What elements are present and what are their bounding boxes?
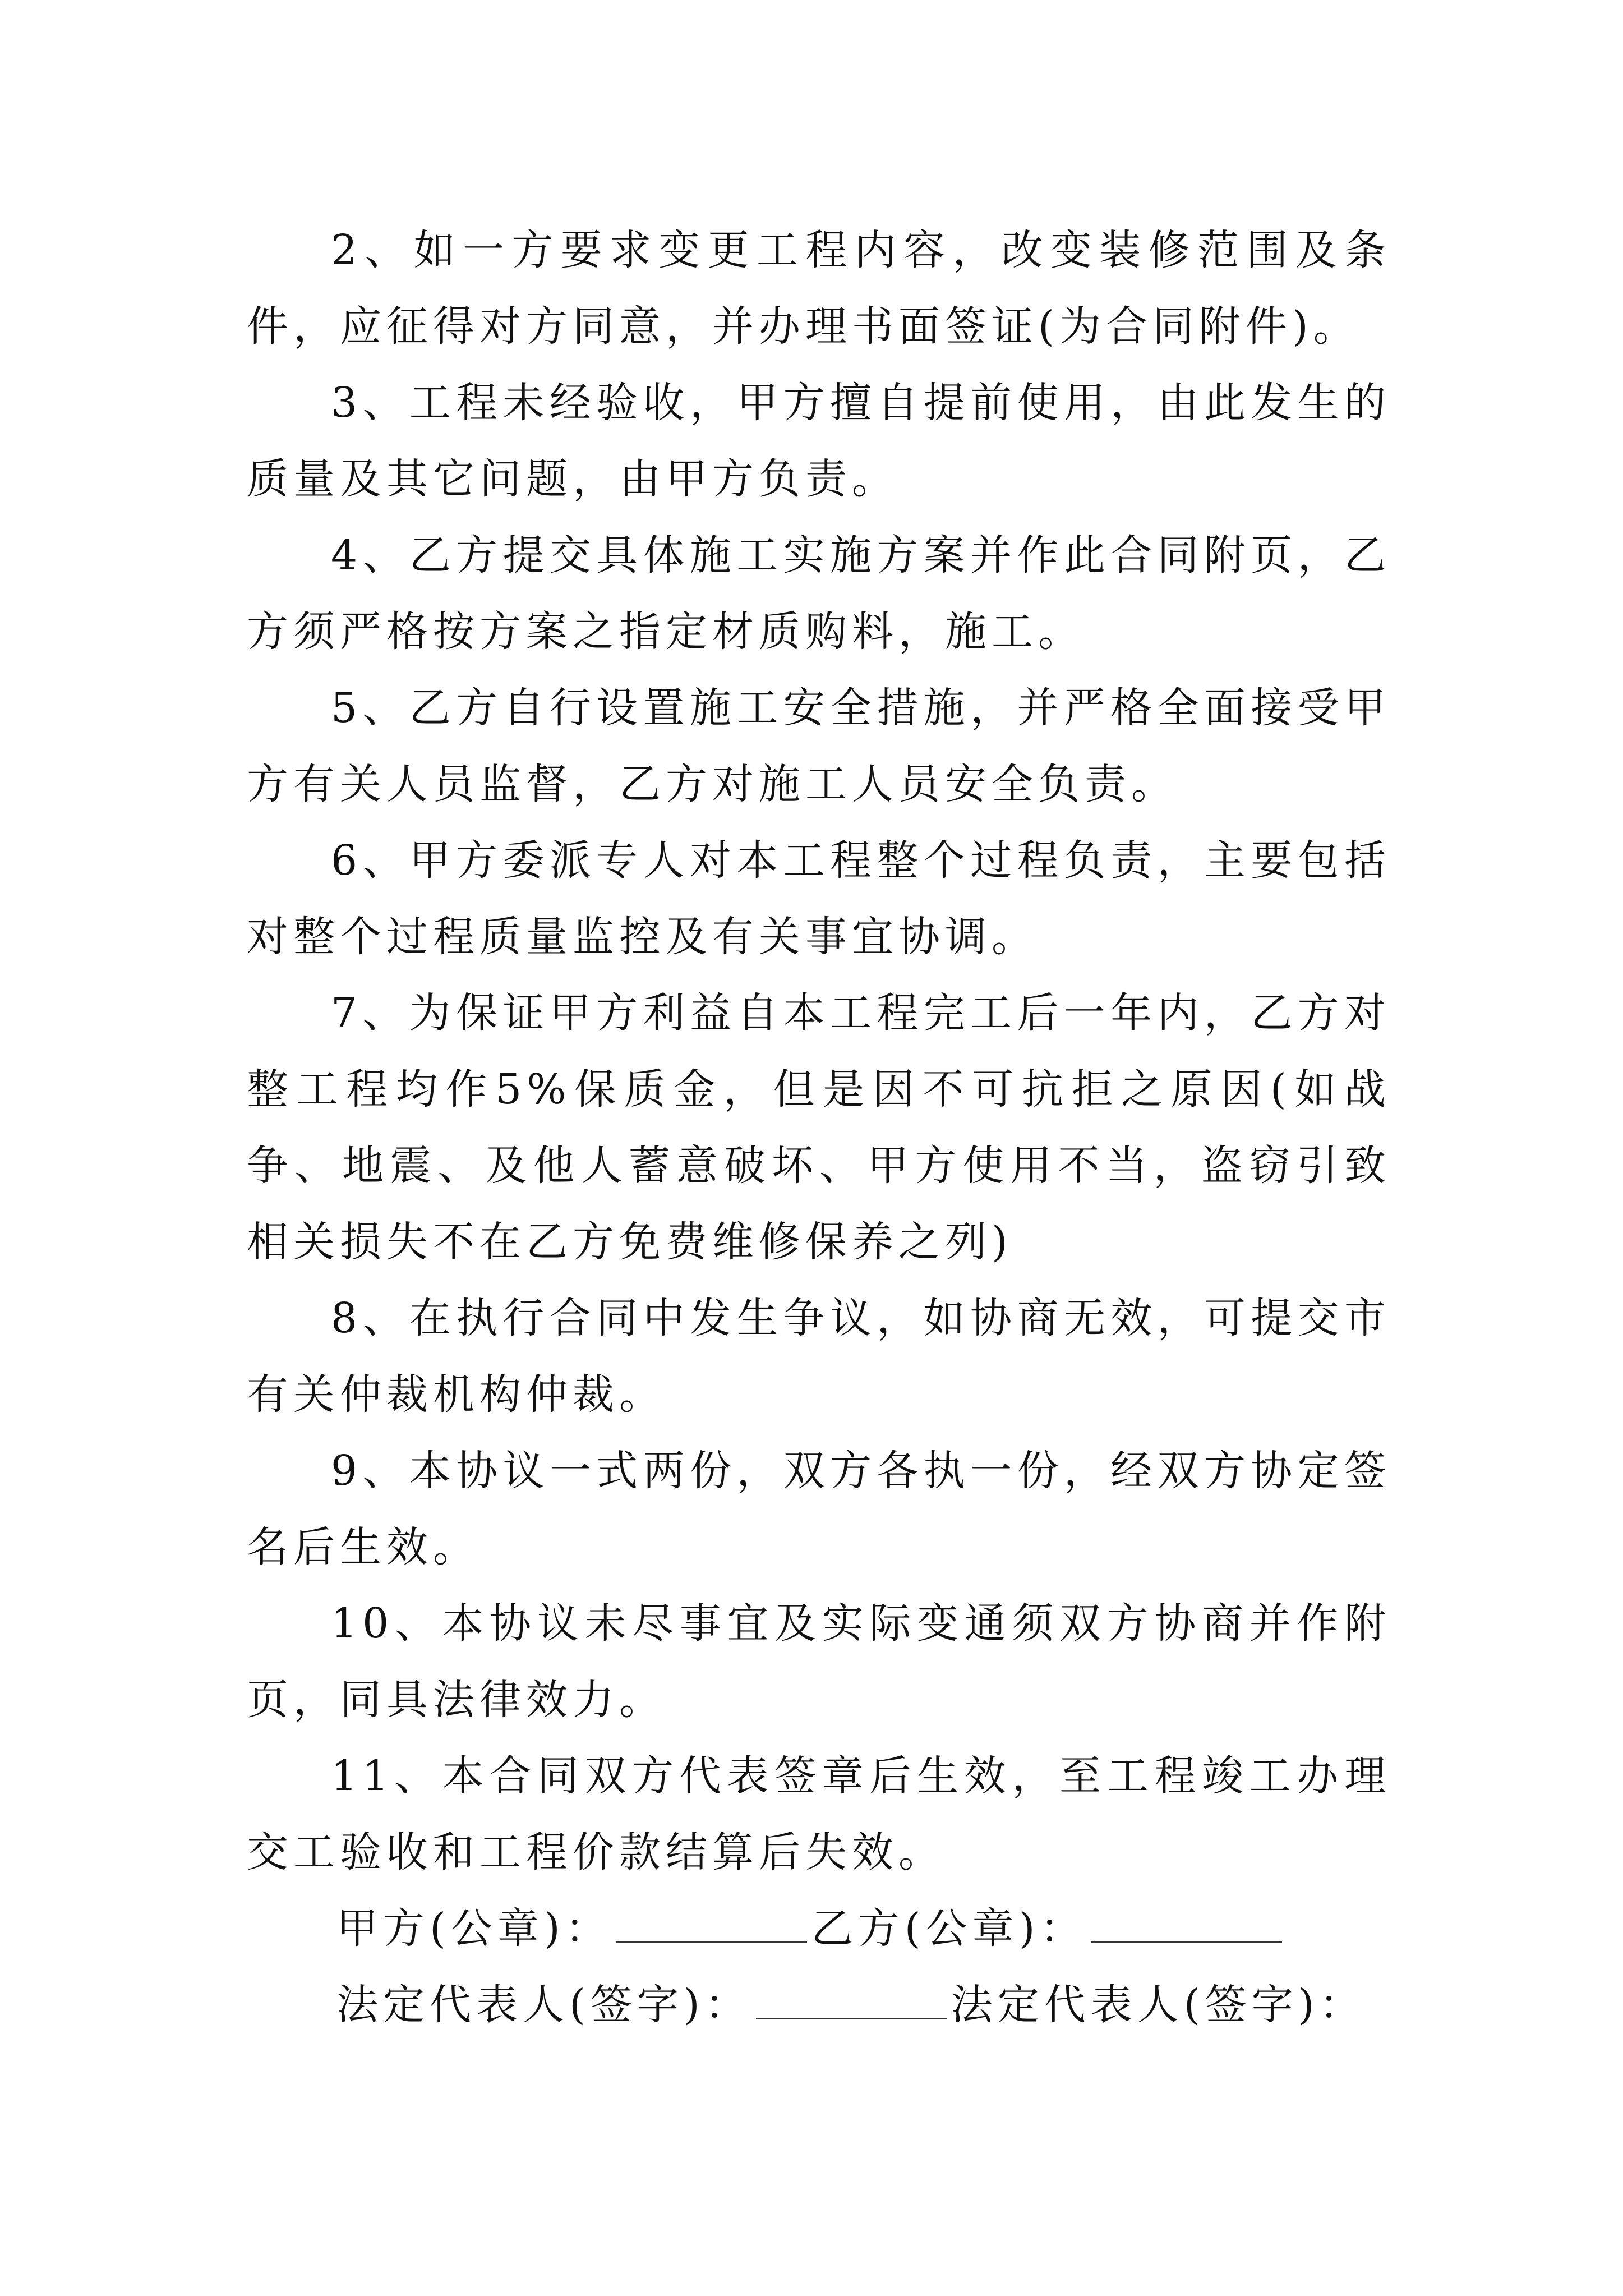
party-b-seal-label: 乙方(公章)： <box>811 1904 1087 1953</box>
representative-signature-line <box>247 1967 1391 2043</box>
clause-6: 6、甲方委派专人对本工程整个过程负责，主要包括对整个过程质量监控及有关事宜协调。 <box>247 836 1391 961</box>
clause-10: 10、本协议未尽事宜及实际变通须双方协商并作附页，同具法律效力。 <box>247 1599 1391 1724</box>
clause-3: 3、工程未经验收，甲方擅自提前使用，由此发生的质量及其它问题，由甲方负责。 <box>247 379 1391 503</box>
party-b-rep-label: 法定代表人(签字)： <box>951 1981 1366 2029</box>
party-a-rep-label: 法定代表人(签字)： <box>336 1981 751 2029</box>
clause-9: 9、本协议一式两份，双方各执一份，经双方协定签名后生效。 <box>247 1447 1391 1571</box>
party-a-rep-blank <box>756 1978 947 2019</box>
seal-signature-line <box>247 1890 1391 1967</box>
clause-8: 8、在执行合同中发生争议，如协商无效，可提交市有关仲裁机构仲裁。 <box>247 1294 1391 1419</box>
clause-2: 2、如一方要求变更工程内容，改变装修范围及条件，应征得对方同意，并办理书面签证(为合同附件)。 <box>247 226 1391 351</box>
party-a-seal-blank <box>616 1902 807 1943</box>
party-b-seal-blank <box>1091 1902 1282 1943</box>
clause-11: 11、本合同双方代表签章后生效，至工程竣工办理交工验收和工程价款结算后失效。 <box>247 1752 1391 1876</box>
clause-7: 7、为保证甲方利益自本工程完工后一年内，乙方对整工程均作5%保质金，但是因不可抗拒之原因(如战争、地震、及他人蓄意破坏、甲方使用不当，盗窃引致相关损失不在乙方免费维修保养之列) <box>247 989 1391 1266</box>
contract-body <box>247 212 1391 2043</box>
party-a-seal-label: 甲方(公章)： <box>336 1904 612 1953</box>
clause-5: 5、乙方自行设置施工安全措施，并严格全面接受甲方有关人员监督，乙方对施工人员安全负责。 <box>247 684 1391 808</box>
clause-4: 4、乙方提交具体施工实施方案并作此合同附页，乙方须严格按方案之指定材质购料，施工。 <box>247 531 1391 656</box>
